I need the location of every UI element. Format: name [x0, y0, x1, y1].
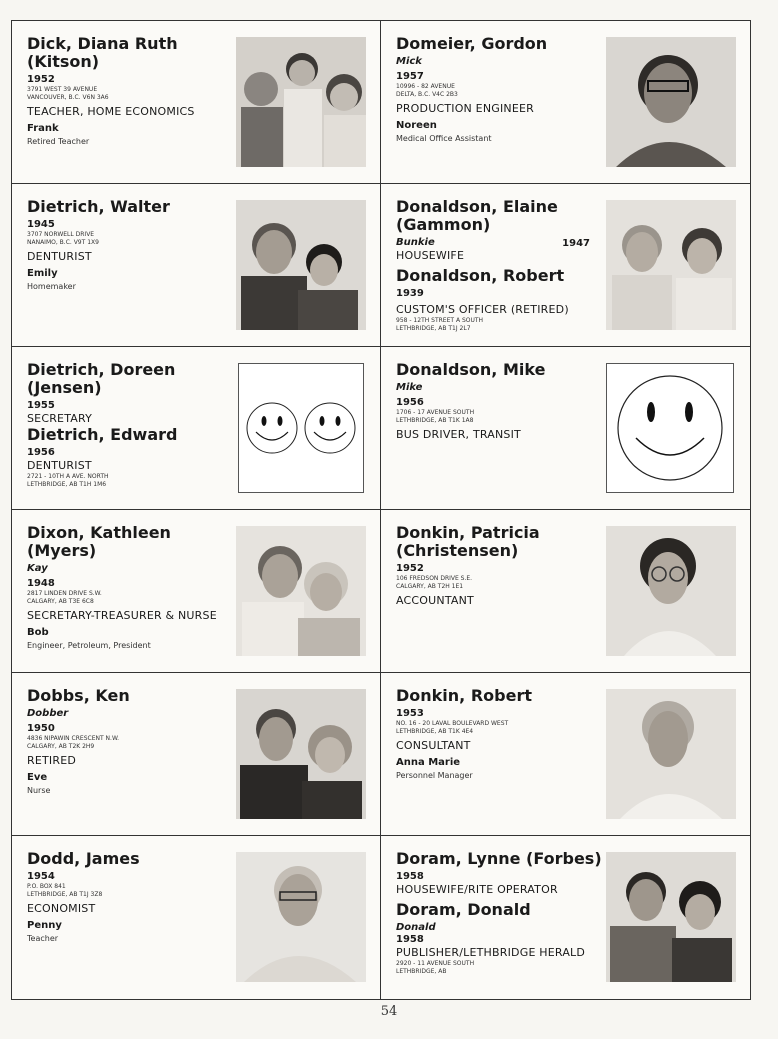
entry-occupation-2: CUSTOM'S OFFICER (RETIRED): [396, 303, 569, 316]
entry-address-line1: 3707 NORWELL DRIVE: [27, 231, 95, 238]
entry-year: 1953: [396, 708, 424, 719]
entry-dick-diana: [12, 21, 381, 184]
couple-photo: [606, 200, 736, 330]
couple-photo: [606, 852, 736, 982]
entry-year: 1956: [396, 397, 424, 408]
entry-year: 1955: [27, 400, 55, 411]
entry-occupation: ACCOUNTANT: [396, 594, 474, 607]
entry-year: 1957: [396, 71, 424, 82]
entry-address-line1: 3791 WEST 39 AVENUE: [27, 86, 98, 93]
entry-spouse-occupation: Nurse: [27, 786, 51, 795]
entry-spouse: Noreen: [396, 120, 437, 131]
entry-domeier-gordon: [381, 21, 750, 184]
entry-year-2: 1958: [396, 934, 424, 945]
entry-nickname: Mike: [396, 382, 423, 393]
entry-year: 1958: [396, 871, 424, 882]
entry-name-2: Donaldson, Robert: [396, 266, 565, 285]
entry-year-2: 1956: [27, 447, 55, 458]
directory-grid: [11, 20, 751, 1000]
entry-spouse-occupation: Medical Office Assistant: [396, 134, 492, 143]
entry-name: Dixon, Kathleen (Myers): [27, 523, 171, 560]
entry-occupation: HOUSEWIFE: [396, 249, 465, 262]
entry-occupation: DENTURIST: [27, 250, 92, 263]
entry-name: Doram, Lynne (Forbes): [396, 849, 602, 868]
entry-year-2: 1939: [396, 288, 424, 299]
portrait-photo: [606, 37, 736, 167]
couple-photo: [236, 526, 366, 656]
entry-address-line2: LETHBRIDGE, AB: [396, 968, 447, 975]
entry-occupation: ECONOMIST: [27, 902, 96, 915]
smiley-placeholder: [606, 363, 734, 493]
entry-name: Dietrich, Doreen (Jensen): [27, 360, 176, 397]
entry-year: 1954: [27, 871, 55, 882]
entry-address-line1: 958 - 12TH STREET A SOUTH: [396, 317, 484, 324]
entry-address-line2: LETHBRIDGE, AB T1H 1M6: [27, 481, 107, 488]
entry-address-line1: 10996 - 82 AVENUE: [396, 83, 455, 90]
entry-donkin-robert: [381, 673, 750, 836]
entry-occupation: SECRETARY: [27, 412, 93, 425]
entry-address-line1: P.O. BOX 841: [27, 883, 66, 890]
smiley-face-icon: [247, 403, 297, 453]
entry-address-line1: 1706 - 17 AVENUE SOUTH: [396, 409, 475, 416]
entry-name: Dobbs, Ken: [27, 686, 130, 705]
smiley-placeholder: [238, 363, 364, 493]
entry-name-2: Doram, Donald: [396, 900, 531, 919]
entry-name: Dodd, James: [27, 849, 140, 868]
entry-dietrich-walter: [12, 184, 381, 347]
entry-year: 1948: [27, 578, 55, 589]
page-number: 54: [380, 1004, 398, 1019]
portrait-photo: [236, 852, 366, 982]
entry-donkin-patricia: [381, 510, 750, 673]
entry-address-line2: LETHBRIDGE, AB T1K 1A8: [396, 417, 474, 424]
entry-nickname: Bunkie: [396, 237, 435, 248]
entry-spouse-occupation: Engineer, Petroleum, President: [27, 641, 151, 650]
entry-dixon-kathleen: [12, 510, 381, 673]
entry-occupation-2: PUBLISHER/LETHBRIDGE HERALD: [396, 946, 586, 959]
entry-occupation-2: DENTURIST: [27, 459, 92, 472]
entry-name: Donkin, Robert: [396, 686, 532, 705]
entry-nickname: Dobber: [27, 708, 69, 719]
entry-occupation: CONSULTANT: [396, 739, 471, 752]
entry-year: 1945: [27, 219, 55, 230]
entry-occupation: PRODUCTION ENGINEER: [396, 102, 535, 115]
entry-name: Donaldson, Elaine (Gammon): [396, 197, 558, 234]
entry-spouse: Emily: [27, 268, 58, 279]
entry-spouse: Penny: [27, 920, 62, 931]
entry-donaldson-mike: [381, 347, 750, 510]
portrait-photo: [606, 689, 736, 819]
entry-nickname: Kay: [27, 563, 48, 574]
entry-doram-lynne: [381, 836, 750, 999]
entry-dobbs-ken: [12, 673, 381, 836]
entry-spouse: Anna Marie: [396, 757, 461, 768]
entry-dodd-james: [12, 836, 381, 999]
couple-photo: [236, 689, 366, 819]
entry-occupation: RETIRED: [27, 754, 77, 767]
entry-spouse-occupation: Personnel Manager: [396, 771, 473, 780]
entry-donaldson-elaine: [381, 184, 750, 347]
entry-dietrich-doreen: [12, 347, 381, 510]
couple-photo: [236, 200, 366, 330]
entry-address-line2: CALGARY, AB T3E 6C8: [27, 598, 94, 605]
entry-address-line1: 106 FREDSON DRIVE S.E.: [396, 575, 473, 582]
entry-spouse-occupation: Retired Teacher: [27, 137, 90, 146]
entry-nickname-2: Donald: [396, 922, 436, 933]
entry-spouse: Frank: [27, 123, 59, 134]
entry-address-line2: LETHBRIDGE, AB T1K 4E4: [396, 728, 474, 735]
entry-address-line1: 2920 - 11 AVENUE SOUTH: [396, 960, 475, 967]
entry-occupation: SECRETARY-TREASURER & NURSE: [27, 609, 217, 622]
entry-occupation: HOUSEWIFE/RITE OPERATOR: [396, 883, 558, 896]
entry-spouse-occupation: Teacher: [27, 934, 59, 943]
entry-occupation: TEACHER, HOME ECONOMICS: [27, 105, 195, 118]
entry-nickname: Mick: [396, 56, 422, 67]
entry-address-line2: CALGARY, AB T2H 1E1: [396, 583, 464, 590]
entry-address-line1: 4836 NIPAWIN CRESCENT N.W.: [27, 735, 120, 742]
entry-address-line1: NO. 16 - 20 LAVAL BOULEVARD WEST: [396, 720, 509, 727]
entry-address-line1: 2817 LINDEN DRIVE S.W.: [27, 590, 102, 597]
entry-address-line2: LETHBRIDGE, AB T1J 3Z8: [27, 891, 103, 898]
portrait-photo: [606, 526, 736, 656]
smiley-face-icon: [305, 403, 355, 453]
entry-address-line2: VANCOUVER, B.C. V6N 3A6: [27, 94, 109, 101]
entry-name: Donkin, Patricia (Christensen): [396, 523, 540, 560]
entry-year: 1950: [27, 723, 55, 734]
entry-name-2: Dietrich, Edward: [27, 425, 178, 444]
entry-address-line2: LETHBRIDGE, AB T1J 2L7: [396, 325, 471, 332]
entry-name: Dietrich, Walter: [27, 197, 170, 216]
entry-name: Dick, Diana Ruth (Kitson): [27, 34, 178, 71]
entry-spouse-occupation: Homemaker: [27, 282, 76, 291]
entry-name: Domeier, Gordon: [396, 34, 548, 53]
entry-spouse: Bob: [27, 627, 49, 638]
entry-address-line1: 2721 - 10TH A AVE. NORTH: [27, 473, 109, 480]
entry-address-line2: CALGARY, AB T2K 2H9: [27, 743, 95, 750]
entry-address-line2: DELTA, B.C. V4C 2B3: [396, 91, 458, 98]
entry-name: Donaldson, Mike: [396, 360, 546, 379]
entry-occupation: BUS DRIVER, TRANSIT: [396, 428, 521, 441]
family-photo: [236, 37, 366, 167]
entry-spouse: Eve: [27, 772, 48, 783]
entry-year: 1947: [562, 238, 590, 249]
entry-address-line2: NANAIMO, B.C. V9T 1X9: [27, 239, 99, 246]
smiley-face-icon: [618, 376, 722, 480]
entry-year: 1952: [396, 563, 424, 574]
entry-year: 1952: [27, 74, 55, 85]
